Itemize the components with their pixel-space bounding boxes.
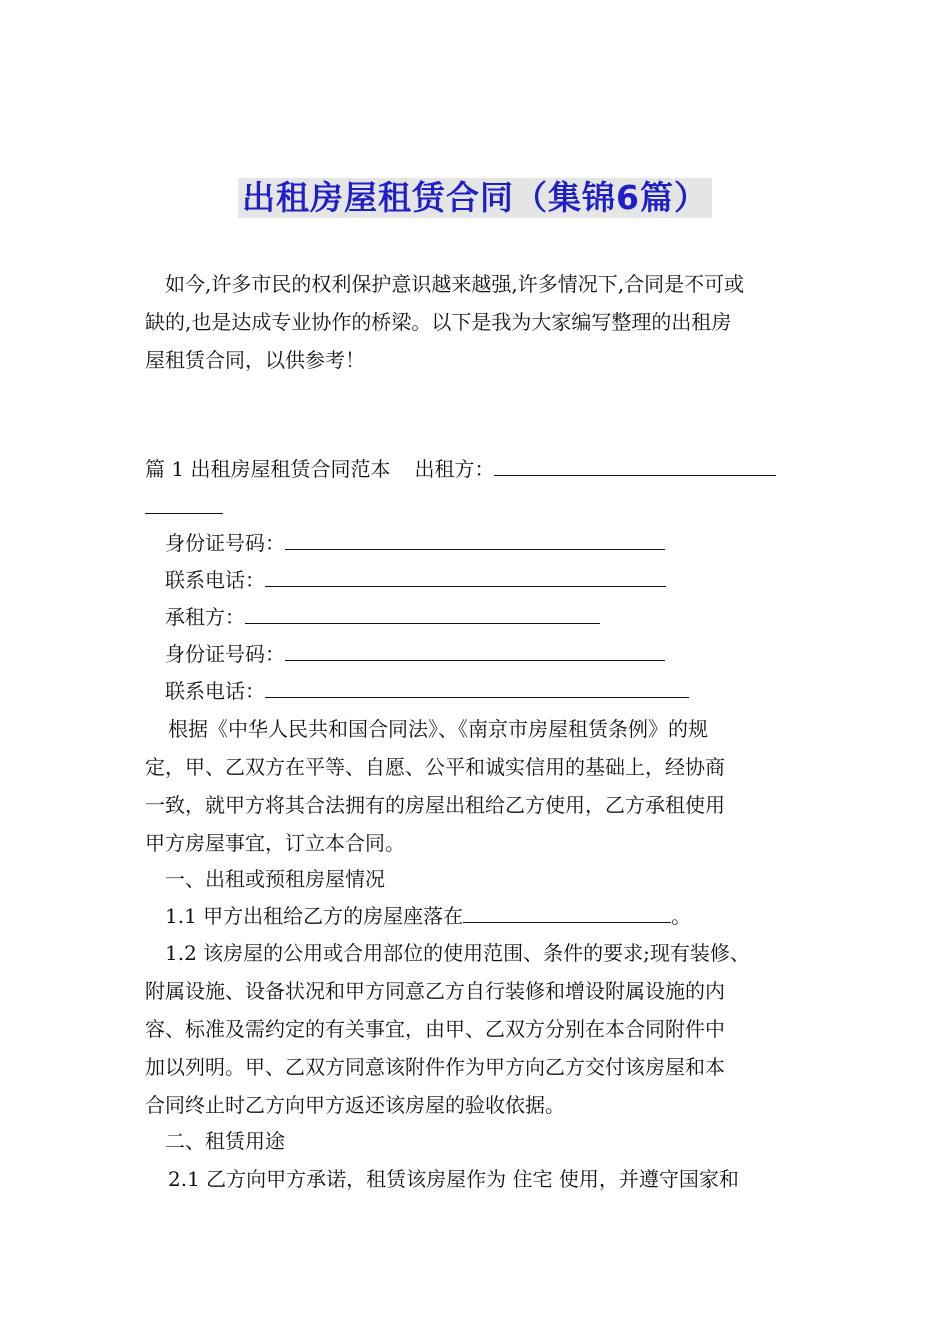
lessor-phone-blank[interactable]: [265, 568, 666, 587]
lessee-phone-label: 联系电话：: [165, 679, 265, 703]
lessee-id-row: [165, 635, 665, 673]
clause-1-2-line-4: 加以列明。甲、乙双方同意该附件作为甲方向乙方交付该房屋和本: [145, 1055, 725, 1079]
lessor-phone-label: 联系电话：: [165, 568, 265, 592]
lessor-blank-continued-row: [145, 488, 223, 526]
clause-1-1-row: [165, 897, 691, 935]
preamble-line-4: 甲方房屋事宜，订立本合同。: [145, 831, 405, 855]
lessor-phone-row: [165, 561, 666, 599]
clause-1-1-end: 。: [671, 904, 692, 928]
lessee-row: [165, 598, 600, 636]
clause-2-1-line-1: 2.1 乙方向甲方承诺，租赁该房屋作为 住宅 使用，并遵守国家和: [168, 1167, 739, 1191]
intro-line-2: 缺的,也是达成专业协作的桥梁。以下是我为大家编写整理的出租房: [145, 310, 732, 334]
clause-1-2-line-2: 附属设施、设备状况和甲方同意乙方自行装修和增设附属设施的内: [145, 979, 725, 1003]
preamble-line-3: 一致，就甲方将其合法拥有的房屋出租给乙方使用，乙方承租使用: [145, 793, 725, 817]
clause-1-2-line-5: 合同终止时乙方向甲方返还该房屋的验收依据。: [145, 1093, 565, 1117]
lessee-phone-blank[interactable]: [265, 679, 689, 698]
property-location-blank[interactable]: [463, 904, 671, 923]
lessee-id-label: 身份证号码：: [165, 642, 285, 666]
lessor-id-blank[interactable]: [285, 531, 665, 550]
intro-line-1: 如今,许多市民的权利保护意识越来越强,许多情况下,合同是不可或: [165, 272, 745, 296]
article-2-heading: 二、租赁用途: [165, 1129, 285, 1153]
title-container: [0, 178, 950, 218]
clause-1-2-line-3: 容、标准及需约定的有关事宜，由甲、乙双方分别在本合同附件中: [145, 1017, 725, 1041]
lessor-blank-continued[interactable]: [145, 495, 223, 514]
lessor-id-row: [165, 524, 665, 562]
section-heading: 篇 1 出租房屋租赁合同范本: [145, 457, 391, 481]
section-heading-row: [145, 450, 776, 488]
lessor-label: 出租方：: [414, 457, 495, 481]
lessee-blank[interactable]: [245, 605, 600, 624]
lessee-phone-row: [165, 672, 689, 710]
clause-1-1-text: 1.1 甲方出租给乙方的房屋座落在: [165, 904, 464, 928]
preamble-line-1: 根据《中华人民共和国合同法》、《南京市房屋租赁条例》的规: [168, 717, 708, 741]
lessor-id-label: 身份证号码：: [165, 531, 285, 555]
lessee-label: 承租方：: [165, 605, 245, 629]
article-1-heading: 一、出租或预租房屋情况: [165, 867, 385, 891]
lessor-blank[interactable]: [494, 457, 776, 476]
document-title: 出租房屋租赁合同（集锦6篇）: [238, 178, 712, 218]
intro-line-3: 屋租赁合同，以供参考！: [145, 348, 365, 372]
preamble-line-2: 定，甲、乙双方在平等、自愿、公平和诚实信用的基础上，经协商: [145, 755, 725, 779]
clause-1-2-line-1: 1.2 该房屋的公用或合用部位的使用范围、条件的要求;现有装修、: [165, 941, 750, 965]
lessee-id-blank[interactable]: [285, 642, 665, 661]
